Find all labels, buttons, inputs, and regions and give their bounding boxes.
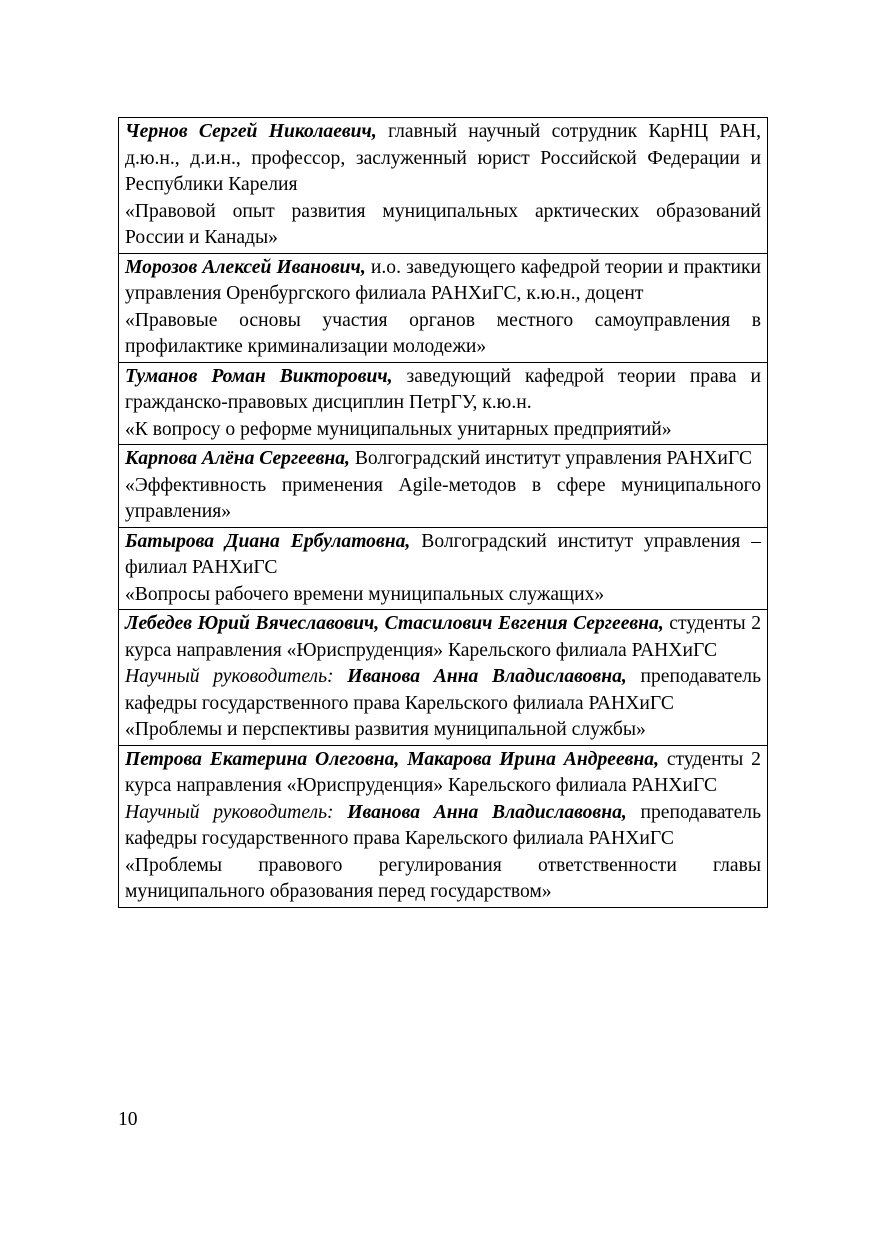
program-table (118, 117, 768, 908)
report-title: «Правовой опыт развития муниципальных арктических образований России и Канады» (125, 200, 761, 248)
speaker-name: Чернов Сергей Николаевич, (125, 121, 377, 142)
speaker-info (125, 446, 761, 473)
speaker-info (125, 255, 761, 308)
report-title: «Вопросы рабочего времени муниципальных служащих» (125, 583, 605, 605)
speaker-entry (119, 745, 767, 907)
report-title: «Проблемы и перспективы развития муниципальной службы» (125, 719, 646, 740)
supervisor-label: Научный руководитель: (125, 801, 348, 823)
speaker-entry (119, 118, 767, 253)
report-title: «К вопросу о реформе муниципальных унитарных предприятий» (125, 418, 672, 440)
speaker-details: Волгоградский институт управления – филиал РАНХиГС (125, 530, 761, 578)
supervisor-name: Иванова Анна Владиславовна, (347, 801, 627, 823)
speaker-info (125, 119, 761, 199)
speaker-details: и.о. заведующего кафедрой теории и практики управления Оренбургского филиала РАНХиГС, к.ю.н., доцент (125, 256, 761, 304)
report-title: «Эффективность применения Agile-методов в сфере муниципального управления» (125, 474, 761, 522)
page-number: 10 (118, 1109, 138, 1130)
supervisor-info (125, 664, 761, 717)
supervisor-details: преподаватель кафедры государственного права Карельского филиала РАНХиГС (125, 666, 762, 714)
speaker-entry (119, 253, 767, 362)
speaker-info (125, 747, 761, 800)
speaker-details: главный научный сотрудник КарНЦ РАН, д.ю.н., д.и.н., профессор, заслуженный юрист Российской Федерации и Республики Карелия (125, 121, 761, 195)
supervisor-details: преподаватель кафедры государственного права Карельского филиала РАНХиГС (125, 801, 762, 849)
speaker-info (125, 611, 761, 664)
speaker-details: заведующий кафедрой теории права и гражданско-правовых дисциплин ПетрГУ, к.ю.н. (125, 365, 761, 413)
speaker-name: Туманов Роман Викторович, (125, 365, 393, 387)
speaker-details: студенты 2 курса направления «Юриспруденция» Карельского филиала РАНХиГС (125, 613, 761, 661)
speaker-info (125, 364, 761, 417)
speaker-name: Петрова Екатерина Олеговна, Макарова Ирина Андреевна, (125, 748, 659, 770)
speaker-name: Лебедев Юрий Вячеславович, Стасилович Евгения Сергеевна, (125, 613, 664, 634)
speaker-details: студенты 2 курса направления «Юриспруденция» Карельского филиала РАНХиГС (125, 748, 761, 796)
report-title: «Проблемы правового регулирования ответственности главы муниципального образования перед государством» (125, 854, 761, 902)
speaker-entry (119, 527, 767, 610)
speaker-entry (119, 362, 767, 445)
speaker-name: Морозов Алексей Иванович, (125, 256, 366, 278)
speaker-name: Батырова Диана Ербулатовна, (125, 530, 411, 552)
speaker-entry (119, 444, 767, 527)
supervisor-info (125, 800, 761, 853)
supervisor-label: Научный руководитель: (125, 666, 348, 687)
speaker-entry (119, 609, 767, 745)
supervisor-name: Иванова Анна Владиславовна, (347, 666, 627, 687)
speaker-name: Карпова Алёна Сергеевна, (125, 448, 350, 469)
speaker-details: Волгоградский институт управления РАНХиГС (349, 448, 753, 469)
report-title: «Правовые основы участия органов местного самоуправления в профилактике криминализации молодежи» (125, 309, 761, 357)
speaker-info (125, 529, 761, 582)
